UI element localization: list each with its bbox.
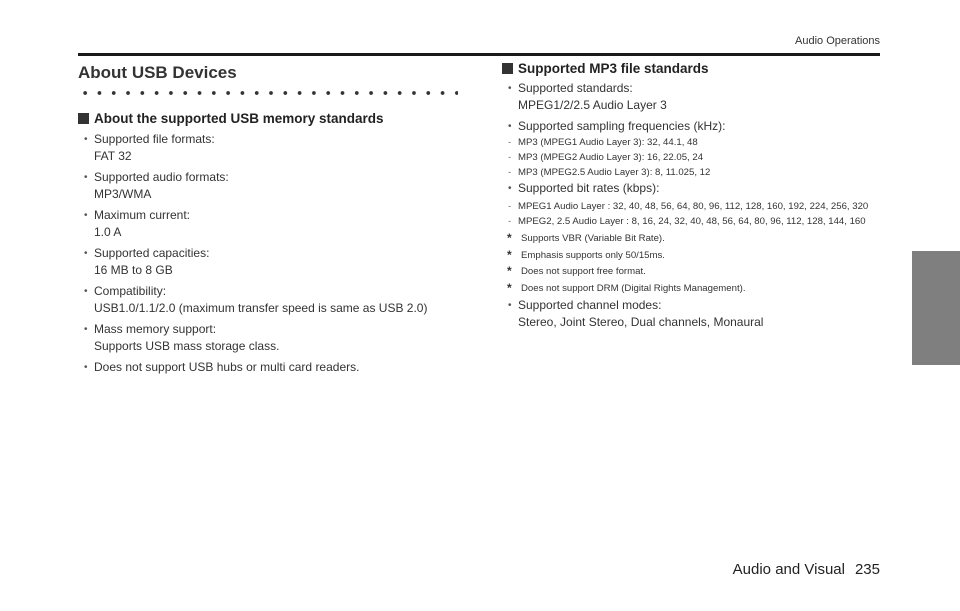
subhead-usb-standards — [78, 110, 458, 128]
item-label: Supported channel modes: — [518, 298, 662, 312]
list-item: • Compatibility: USB1.0/1.1/2.0 (maximum transfer speed is same as USB 2.0) — [78, 283, 458, 317]
item-value: FAT 32 — [94, 149, 132, 163]
item-value: Stereo, Joint Stereo, Dual channels, Monaural — [518, 315, 764, 329]
square-bullet-icon — [502, 63, 513, 74]
section-title: About USB Devices — [78, 63, 237, 82]
page-number: 235 — [854, 561, 880, 578]
square-bullet-icon — [78, 113, 89, 124]
page-footer — [733, 561, 880, 578]
list-item: • Maximum current: 1.0 A — [78, 207, 458, 241]
item-value: USB1.0/1.1/2.0 (maximum transfer speed is same as USB 2.0) — [94, 301, 428, 315]
left-column — [78, 60, 458, 380]
sub-item: - MPEG1 Audio Layer : 32, 40, 48, 56, 64, 80, 96, 112, 128, 160, 192, 224, 256, 320 — [508, 201, 869, 212]
sub-item-text: MPEG1 Audio Layer : 32, 40, 48, 56, 64, 80, 96, 112, 128, 160, 192, 224, 256, 320 — [518, 201, 869, 212]
notes-list — [505, 231, 887, 297]
list-item: • Supported bit rates (kbps): - MPEG1 Audio Layer : 32, 40, 48, 56, 64, 80, 96, 112, 128, 160, 192, 224, 256, 320 - MPEG2, 2.5 Audio Layer : 8, 16, 24, 32, 40, 48, 56, 64, 80, 96, 112, 128, 144, 160 * Supports VBR (Variable Bit Rate). * Emphasis supports only 50/15ms. * Does not support free format. * Does not support DRM (Digital Rights Management). — [502, 180, 887, 297]
item-value: 16 MB to 8 GB — [94, 263, 173, 277]
note-item: * Supports VBR (Variable Bit Rate). — [507, 231, 665, 245]
bitrate-list — [505, 199, 887, 229]
subhead-text: Supported MP3 file standards — [518, 61, 709, 76]
item-label: Supported bit rates (kbps): — [518, 181, 660, 195]
note-text: Does not support free format. — [521, 266, 646, 277]
sub-item: - MP3 (MPEG1 Audio Layer 3): 32, 44.1, 48 — [508, 137, 698, 148]
item-value: MPEG1/2/2.5 Audio Layer 3 — [518, 98, 667, 112]
sub-item-text: MPEG2, 2.5 Audio Layer : 8, 16, 24, 32, 40, 48, 56, 64, 80, 96, 112, 128, 144, 160 — [518, 216, 866, 227]
dotted-divider — [78, 87, 458, 99]
subhead-text: About the supported USB memory standards — [94, 111, 384, 126]
frequency-list — [505, 135, 887, 180]
side-tab — [912, 251, 960, 365]
item-label: Supported capacities: — [94, 246, 210, 260]
list-item: • Supported standards: MPEG1/2/2.5 Audio Layer 3 — [502, 80, 887, 114]
note-text: Emphasis supports only 50/15ms. — [521, 249, 665, 261]
top-rule — [78, 53, 880, 56]
item-label: Mass memory support: — [94, 322, 217, 336]
item-label: Compatibility: — [94, 284, 167, 298]
list-item: • Does not support USB hubs or multi card readers. — [84, 360, 360, 374]
item-value: Supports USB mass storage class. — [94, 339, 280, 353]
item-label: Supported audio formats: — [94, 170, 229, 184]
item-value: MP3/WMA — [94, 187, 152, 201]
sub-item: - MPEG2, 2.5 Audio Layer : 8, 16, 24, 32, 40, 48, 56, 64, 80, 96, 112, 128, 144, 160 — [508, 216, 866, 227]
footer-section: Audio and Visual — [732, 561, 845, 578]
sub-item-text: MP3 (MPEG2.5 Audio Layer 3): 8, 11.025, 12 — [518, 167, 711, 178]
note-item: * Does not support DRM (Digital Rights Management). — [507, 280, 746, 295]
item-value: 1.0 A — [94, 225, 122, 239]
item-label: Supported standards: — [518, 81, 633, 95]
list-item: • Supported channel modes: Stereo, Joint Stereo, Dual channels, Monaural — [502, 297, 887, 331]
item-label: Does not support USB hubs or multi card readers. — [94, 360, 360, 374]
list-item: • Supported audio formats: MP3/WMA — [78, 169, 458, 203]
note-text: Does not support DRM (Digital Rights Management). — [521, 282, 746, 294]
usb-spec-list — [78, 131, 458, 376]
right-column — [502, 60, 887, 335]
list-item: • Supported capacities: 16 MB to 8 GB — [78, 245, 458, 279]
sub-item-text: MP3 (MPEG2 Audio Layer 3): 16, 22.05, 24 — [518, 152, 704, 163]
item-label: Maximum current: — [94, 208, 191, 222]
subhead-mp3-standards — [502, 60, 887, 78]
sub-item: - MP3 (MPEG2.5 Audio Layer 3): 8, 11.025, 12 — [508, 167, 711, 178]
sub-item-text: MP3 (MPEG1 Audio Layer 3): 32, 44.1, 48 — [518, 137, 698, 148]
note-item: * Emphasis supports only 50/15ms. — [507, 247, 665, 262]
list-item: • Supported file formats: FAT 32 — [78, 131, 458, 165]
note-item: * Does not support free format. — [507, 264, 646, 278]
list-item: • Supported sampling frequencies (kHz): - MP3 (MPEG1 Audio Layer 3): 32, 44.1, 48 - MP3 (MPEG2 Audio Layer 3): 16, 22.05, 24 - MP3 (MPEG2.5 Audio Layer 3): 8, 11.025, 12 — [502, 118, 887, 180]
item-label: Supported file formats: — [94, 132, 215, 146]
sub-item: - MP3 (MPEG2 Audio Layer 3): 16, 22.05, 24 — [508, 152, 704, 163]
list-item: • Mass memory support: Supports USB mass storage class. — [78, 321, 458, 355]
note-text: Supports VBR (Variable Bit Rate). — [521, 233, 665, 244]
mp3-spec-list — [502, 80, 887, 331]
running-header: Audio Operations — [795, 35, 880, 47]
item-label: Supported sampling frequencies (kHz): — [518, 119, 726, 133]
